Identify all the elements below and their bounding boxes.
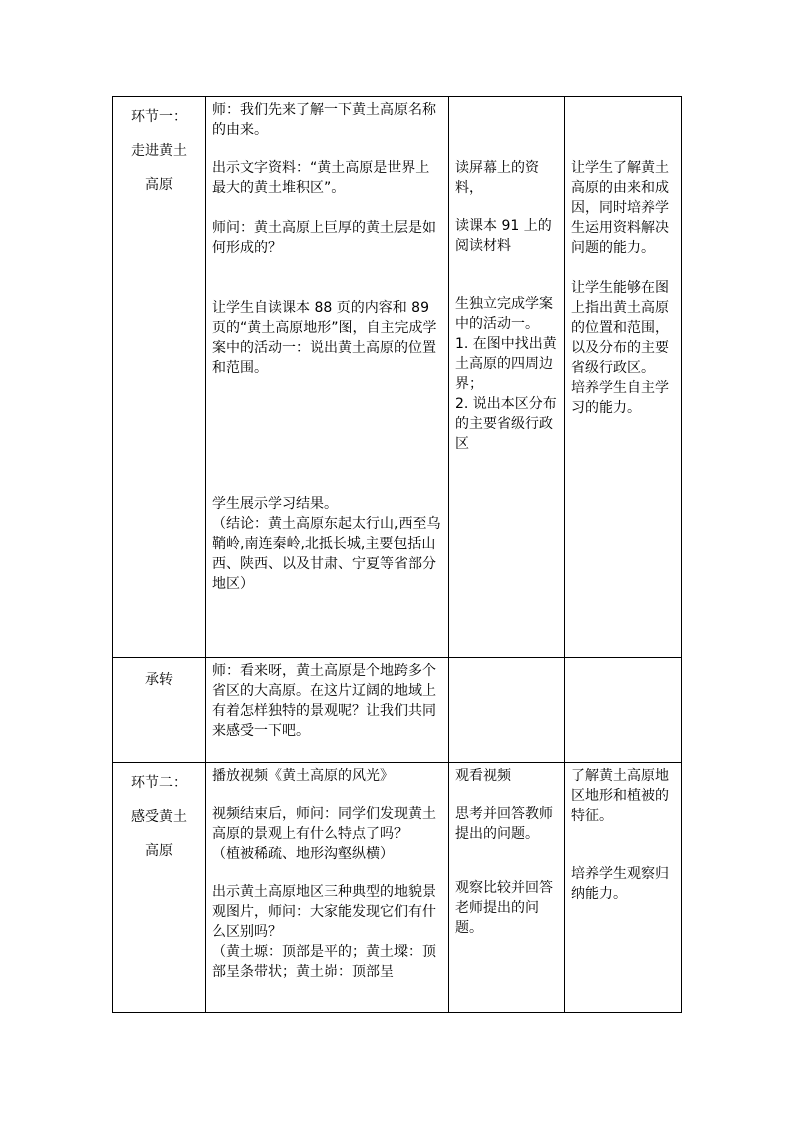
paragraph: 读屏幕上的资料， [455,160,539,196]
table-row [113,658,682,763]
stage-label: 承转 [145,672,173,688]
teacher-activity-cell [206,658,449,763]
teacher-activity-cell [206,763,449,1013]
lesson-plan-table [112,96,682,1013]
paragraph: 观看视频 [455,768,511,784]
paragraph: 视频结束后，师问：同学们发现黄土高原的景观上有什么特点了吗？ [212,806,436,842]
paragraph: 培养学生自主学习的能力。 [571,380,669,416]
paragraph: （黄土塬：顶部是平的；黄土墚：顶部呈条带状；黄土峁：顶部呈 [212,944,436,980]
stage-label: 感受黄土 [131,809,187,825]
design-intent-cell [565,97,682,658]
table-row [113,763,682,1013]
paragraph: 生独立完成学案中的活动一。 [455,296,553,332]
paragraph: （植被稀疏、地形沟壑纵横） [212,846,394,862]
stage-label: 环节一： [131,109,187,125]
paragraph: 出示文字资料：“黄土高原是世界上最大的黄土堆积区”。 [212,160,430,196]
paragraph: 师：我们先来了解一下黄土高原名称的由来。 [212,102,436,138]
stage-label: 高原 [145,843,173,859]
table-row [113,97,682,658]
paragraph: 师：看来呀，黄土高原是个地跨多个省区的大高原。在这片辽阔的地域上有着怎样独特的景观呢？让我们共同来感受一下吧。 [212,663,436,739]
paragraph: 出示黄土高原地区三种典型的地貌景观图片，师问：大家能发现它们有什么区别吗？ [212,884,436,940]
teacher-activity-cell [206,97,449,658]
design-intent-cell [565,763,682,1013]
stage-label: 走进黄土 [131,143,187,159]
student-activity-cell [449,658,565,763]
paragraph: 2. 说出本区分布的主要省级行政区 [455,396,557,452]
student-activity-cell [449,97,565,658]
paragraph: 1. 在图中找出黄土高原的四周边界； [455,336,557,392]
stage-label: 高原 [145,177,173,193]
paragraph: 播放视频《黄土高原的风光》 [212,768,394,784]
paragraph: （结论：黄土高原东起太行山,西至乌鞘岭,南连秦岭,北抵长城,主要包括山西、陕西、以及甘肃、宁夏等省部分地区） [212,516,441,592]
student-activity-cell [449,763,565,1013]
stage-cell [113,658,206,763]
paragraph: 了解黄土高原地区地形和植被的特征。 [571,768,669,824]
paragraph: 让学生了解黄土高原的由来和成因，同时培养学生运用资料解决问题的能力。 [571,160,669,256]
stage-cell [113,97,206,658]
paragraph: 读课本 91 上的阅读材料 [455,218,552,254]
paragraph: 培养学生观察归纳能力。 [571,866,669,902]
paragraph: 师问：黄土高原上巨厚的黄土层是如何形成的？ [212,220,436,256]
paragraph: 让学生能够在图上指出黄土高原的位置和范围，以及分布的主要省级行政区。 [571,280,669,376]
stage-cell [113,763,206,1013]
design-intent-cell [565,658,682,763]
paragraph: 观察比较并回答老师提出的问题。 [455,880,553,936]
paragraph: 学生展示学习结果。 [212,496,338,512]
paragraph: 让学生自读课本 88 页的内容和 89 页的“黄土高原地形”图，自主完成学案中的活动一：说出黄土高原的位置和范围。 [212,300,437,376]
paragraph: 思考并回答教师提出的问题。 [455,806,553,842]
stage-label: 环节二： [131,775,187,791]
